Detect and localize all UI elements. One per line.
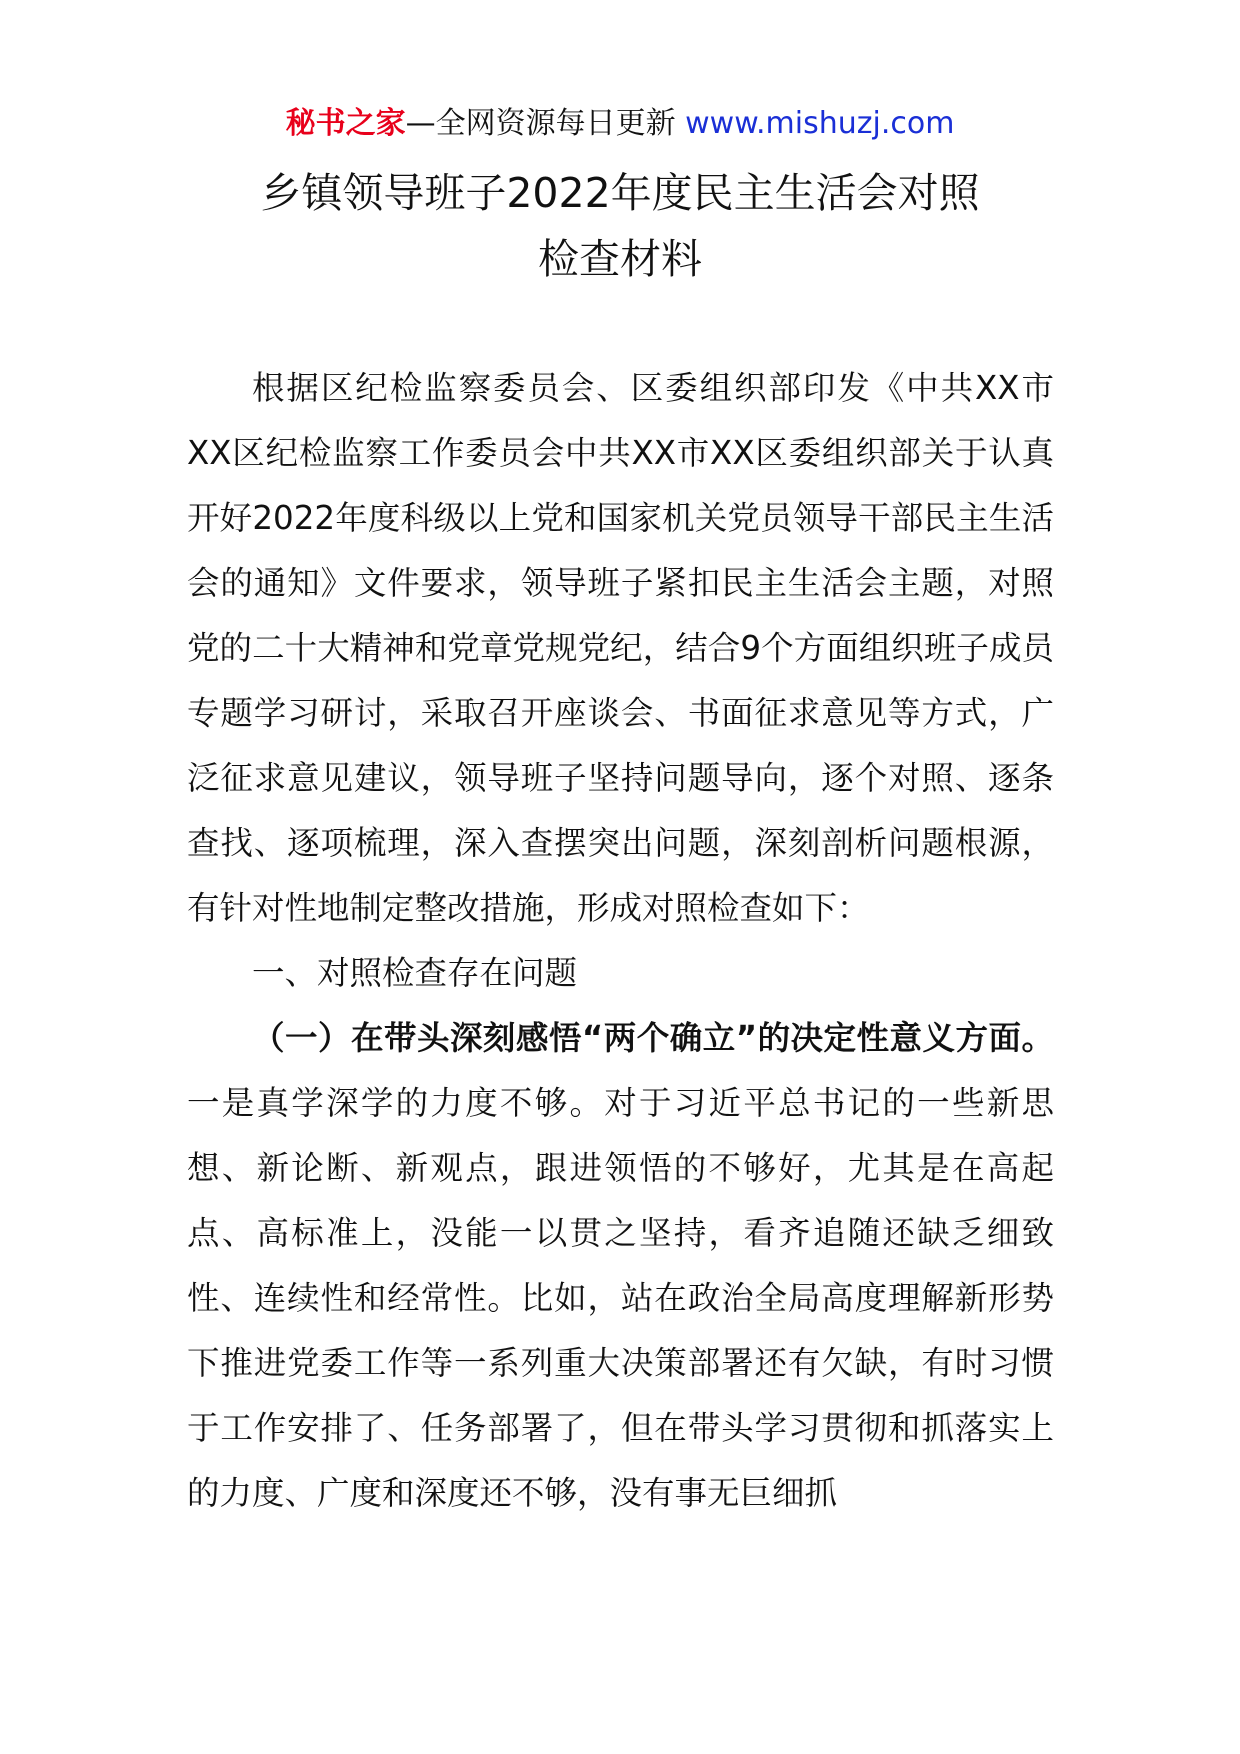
brand-name: 秘书之家 bbox=[285, 106, 406, 141]
header-tagline: —全网资源每日更新 bbox=[405, 106, 686, 141]
intro-paragraph: 根据区纪检监察委员会、区委组织部印发《中共XX市XX区纪检监察工作委员会中共XX市XX区委组织部关于认真开好2022年度科级以上党和国家机关党员领导干部民主生活会的通知》文件要求，领导班子紧扣民主生活会主题，对照党的二十大精神和党章党规党纪，结合9个方面组织班子成员专题学习研讨，采取召开座谈会、书面征求意见等方式，广泛征求意见建议，领导班子坚持问题导向，逐个对照、逐条查找、逐项梳理，深入查摆突出问题，深刻剖析问题根源，有针对性地制定整改措施，形成对照检查如下： bbox=[187, 369, 1054, 927]
subsection-text: 一是真学深学的力度不够。对于习近平总书记的一些新思想、新论断、新观点，跟进领悟的不够好，尤其是在高起点、高标准上，没能一以贯之坚持，看齐追随还缺乏细致性、连续性和经常性。比如，站在政治全局高度理解新形势下推进党委工作等一系列重大决策部署还有欠缺，有时习惯于工作安排了、任务部署了，但在带头学习贯彻和抓落实上的力度、广度和深度还不够，没有事无巨细抓 bbox=[187, 1084, 1054, 1512]
section-heading: 一、对照检查存在问题 bbox=[252, 954, 578, 992]
site-header bbox=[0, 104, 1240, 144]
subsection-heading: （一）在带头深刻感悟“两个确立”的决定性意义方面。 bbox=[252, 1019, 1054, 1057]
subsection-paragraph bbox=[187, 1006, 1054, 1526]
document-title-line-2: 检查材料 bbox=[538, 235, 702, 283]
document-title-line-1: 乡镇领导班子2022年度民主生活会对照 bbox=[260, 169, 980, 217]
site-url-link[interactable]: www.mishuzj.com bbox=[685, 106, 955, 141]
document-body bbox=[187, 356, 1054, 1526]
